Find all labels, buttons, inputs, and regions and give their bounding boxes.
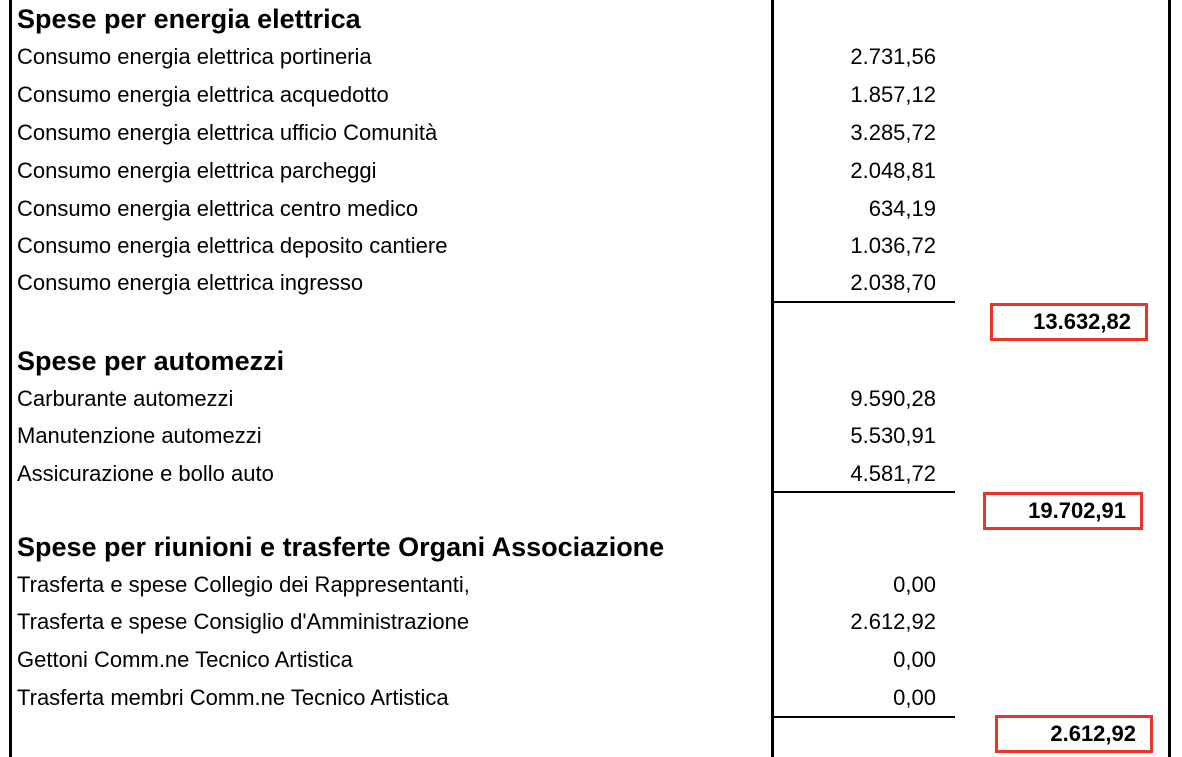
expense-label: Consumo energia elettrica ufficio Comunità xyxy=(17,120,438,145)
expense-amount: 2.048,81 xyxy=(850,158,936,183)
section-total: 19.702,91 xyxy=(983,492,1143,530)
section-title: Spese per energia elettrica xyxy=(17,4,361,34)
expense-label: Consumo energia elettrica ingresso xyxy=(17,270,364,295)
expense-label: Trasferta e spese Collegio dei Rappresentanti, xyxy=(17,572,470,597)
expense-label: Trasferta membri Comm.ne Tecnico Artistica xyxy=(17,685,449,710)
expense-amount: 9.590,28 xyxy=(850,386,936,411)
expense-amount: 3.285,72 xyxy=(850,120,936,145)
expense-row xyxy=(0,264,1182,302)
expense-row xyxy=(0,227,1182,265)
subtotal-line xyxy=(773,301,955,303)
expense-label: Consumo energia elettrica deposito cantiere xyxy=(17,233,448,258)
expense-label: Consumo energia elettrica centro medico xyxy=(17,196,419,221)
subtotal-line xyxy=(773,491,955,493)
expense-amount: 2.038,70 xyxy=(850,270,936,295)
expense-label: Consumo energia elettrica portineria xyxy=(17,44,372,69)
expense-label: Manutenzione automezzi xyxy=(17,423,262,448)
expense-amount: 634,19 xyxy=(868,196,936,221)
expense-row xyxy=(0,76,1182,114)
expense-row xyxy=(0,641,1182,679)
expense-row xyxy=(0,114,1182,152)
expense-amount: 0,00 xyxy=(893,685,936,710)
section-heading xyxy=(0,0,1182,38)
expense-amount: 2.612,92 xyxy=(850,609,936,634)
expense-row xyxy=(0,38,1182,76)
section-title: Spese per riunioni e trasferte Organi Associazione xyxy=(17,532,665,562)
section-total: 13.632,82 xyxy=(990,303,1148,341)
expense-row xyxy=(0,417,1182,455)
section-heading xyxy=(0,528,1182,566)
expense-label: Carburante automezzi xyxy=(17,386,234,411)
expense-label: Gettoni Comm.ne Tecnico Artistica xyxy=(17,647,353,672)
section-title: Spese per automezzi xyxy=(17,346,285,376)
section-heading xyxy=(0,342,1182,380)
expense-amount: 2.731,56 xyxy=(850,44,936,69)
expense-row xyxy=(0,455,1182,493)
expense-row xyxy=(0,603,1182,641)
expense-amount: 0,00 xyxy=(893,647,936,672)
expense-amount: 4.581,72 xyxy=(850,461,936,486)
expense-amount: 0,00 xyxy=(893,572,936,597)
expense-amount: 1.857,12 xyxy=(850,82,936,107)
expense-row xyxy=(0,380,1182,418)
expense-label: Consumo energia elettrica acquedotto xyxy=(17,82,389,107)
subtotal-line xyxy=(773,716,955,718)
expense-row xyxy=(0,190,1182,228)
expense-label: Trasferta e spese Consiglio d'Amministrazione xyxy=(17,609,470,634)
expense-row xyxy=(0,566,1182,604)
expense-label: Consumo energia elettrica parcheggi xyxy=(17,158,377,183)
expense-row xyxy=(0,152,1182,190)
expense-row xyxy=(0,679,1182,717)
expense-amount: 1.036,72 xyxy=(850,233,936,258)
section-total: 2.612,92 xyxy=(995,715,1153,753)
expense-label: Assicurazione e bollo auto xyxy=(17,461,274,486)
expense-amount: 5.530,91 xyxy=(850,423,936,448)
